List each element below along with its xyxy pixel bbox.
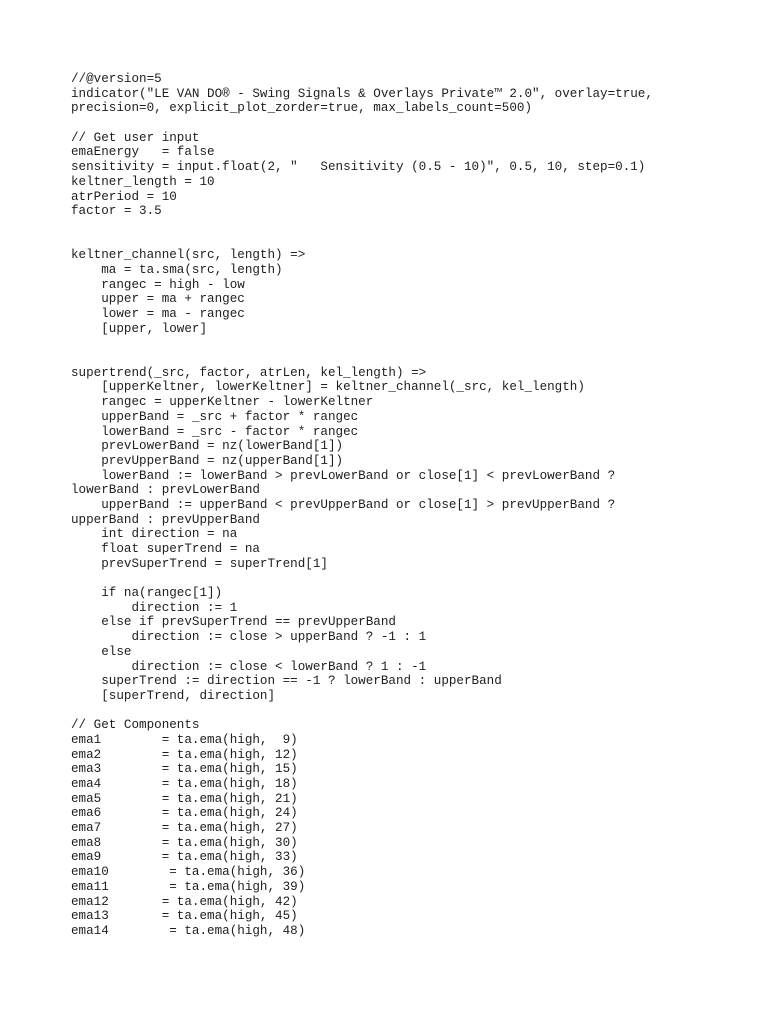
code-line: upperBand : prevUpperBand [71, 512, 260, 527]
code-line: lowerBand : prevLowerBand [71, 483, 260, 498]
code-line: supertrend(_src, factor, atrLen, kel_length) => [71, 365, 427, 380]
code-line: [upper, lower] [71, 321, 208, 336]
code-line: else [71, 644, 132, 659]
code-line: ema9 = ta.ema(high, 33) [71, 850, 298, 865]
code-line: ema3 = ta.ema(high, 15) [71, 762, 298, 777]
code-line: rangec = upperKeltner - lowerKeltner [71, 395, 374, 410]
code-line: ema11 = ta.ema(high, 39) [71, 879, 306, 894]
code-line: upper = ma + rangec [71, 292, 245, 307]
code-line: ema13 = ta.ema(high, 45) [71, 909, 298, 924]
code-line: ema14 = ta.ema(high, 48) [71, 923, 306, 938]
code-line: lowerBand := lowerBand > prevLowerBand or close[1] < prevLowerBand ? [71, 468, 616, 483]
version-header [71, 72, 768, 116]
code-line: indicator("LE VAN DO® - Swing Signals & Overlays Private™ 2.0", overlay=true, [71, 86, 653, 101]
code-line: sensitivity = input.float(2, " Sensitivity (0.5 - 10)", 0.5, 10, step=0.1) [71, 160, 646, 175]
code-line: int direction = na [71, 527, 238, 542]
code-line: ema5 = ta.ema(high, 21) [71, 791, 298, 806]
code-line: ema8 = ta.ema(high, 30) [71, 835, 298, 850]
code-line: if na(rangec[1]) [71, 586, 223, 601]
code-line: factor = 3.5 [71, 204, 162, 219]
code-line: ema7 = ta.ema(high, 27) [71, 821, 298, 836]
code-line: superTrend := direction == -1 ? lowerBand : upperBand [71, 674, 502, 689]
code-line: else if prevSuperTrend == prevUpperBand [71, 615, 396, 630]
code-line: ema10 = ta.ema(high, 36) [71, 865, 306, 880]
code-line: [upperKeltner, lowerKeltner] = keltner_channel(_src, kel_length) [71, 380, 585, 395]
code-line: [superTrend, direction] [71, 688, 276, 703]
code-line: prevUpperBand = nz(upperBand[1]) [71, 453, 344, 468]
code-line: ema2 = ta.ema(high, 12) [71, 747, 298, 762]
comment-line: // Get user input [71, 130, 200, 145]
code-line: ema12 = ta.ema(high, 42) [71, 894, 298, 909]
code-line: keltner_channel(src, length) => [71, 248, 306, 263]
components-section [71, 718, 768, 938]
code-line: keltner_length = 10 [71, 174, 215, 189]
code-line: direction := close < lowerBand ? 1 : -1 [71, 659, 427, 674]
code-line: prevLowerBand = nz(lowerBand[1]) [71, 439, 344, 454]
user-input-section [71, 131, 768, 219]
code-line: ema4 = ta.ema(high, 18) [71, 777, 298, 791]
comment-line: // Get Components [71, 718, 200, 733]
code-line: emaEnergy = false [71, 145, 215, 160]
code-line: ema6 = ta.ema(high, 24) [71, 806, 298, 821]
code-line: prevSuperTrend = superTrend[1] [71, 556, 328, 571]
code-line: direction := close > upperBand ? -1 : 1 [71, 630, 427, 645]
code-line: upperBand := upperBand < prevUpperBand or close[1] > prevUpperBand ? [71, 497, 616, 512]
code-line: lowerBand = _src - factor * rangec [71, 424, 359, 439]
code-line: lower = ma - rangec [71, 307, 245, 321]
code-line: ema1 = ta.ema(high, 9) [71, 732, 298, 747]
code-line: rangec = high - low [71, 277, 245, 292]
code-line: ma = ta.sma(src, length) [71, 262, 283, 277]
code-line: atrPeriod = 10 [71, 189, 177, 204]
direction-logic [71, 586, 768, 704]
code-line: direction := 1 [71, 600, 238, 615]
code-line: float superTrend = na [71, 542, 260, 556]
supertrend-function [71, 366, 768, 572]
code-line: precision=0, explicit_plot_zorder=true, max_labels_count=500) [71, 101, 533, 116]
code-line: //@version=5 [71, 72, 162, 86]
keltner-channel-function [71, 248, 768, 336]
code-line: upperBand = _src + factor * rangec [71, 409, 359, 424]
